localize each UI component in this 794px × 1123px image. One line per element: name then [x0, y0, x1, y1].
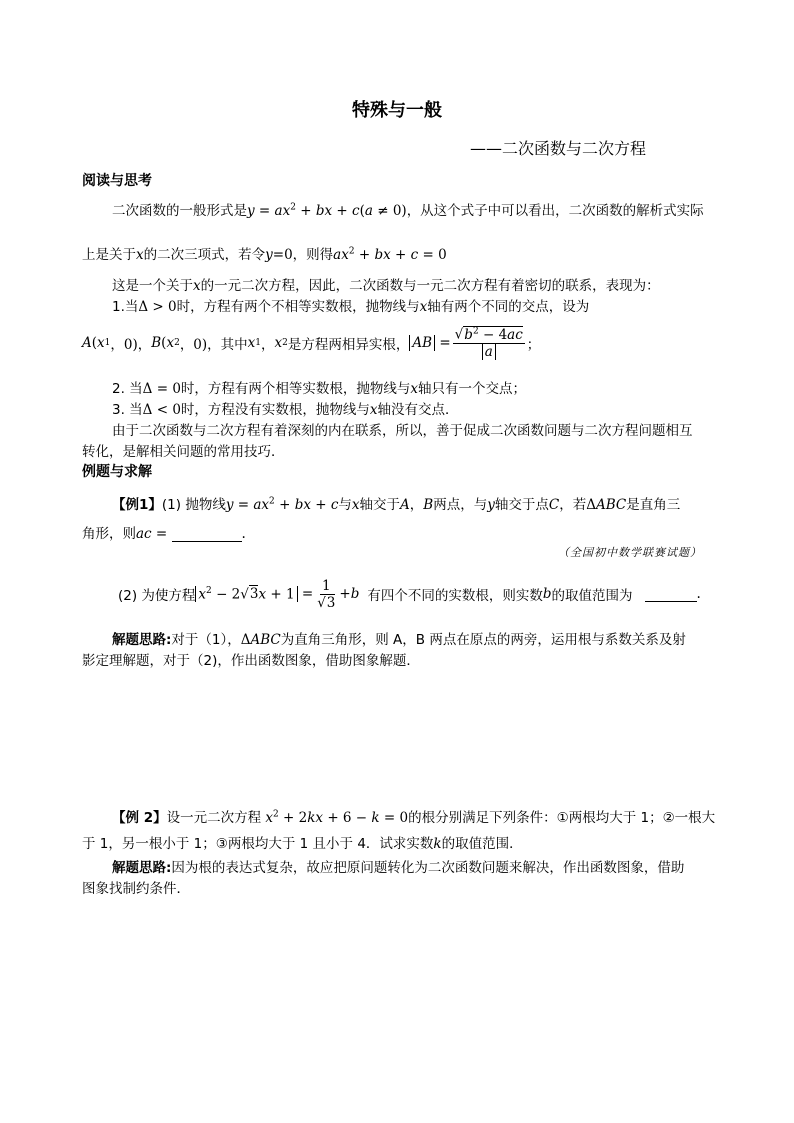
section-heading-reading: 阅读与思考 — [82, 173, 152, 189]
example-2-cont: 于 1，另一根小于 1；③两根均大于 1 且小于 4．试求实数k的取值范围． — [82, 836, 523, 852]
example-2-hint-cont: 图象找制约条件． — [82, 881, 190, 897]
item-delta-positive: 1.当Δ > 0时，方程有两个不相等实数根，抛物线与x轴有两个不同的交点，设为 — [112, 299, 590, 315]
answer-blank-2[interactable] — [645, 587, 697, 602]
item-delta-negative: 3. 当Δ < 0时，方程没有实数根，抛物线与x轴没有交点． — [112, 402, 459, 418]
example-1-hint-cont: 影定理解题，对于（2)，作出函数图象，借助图象解题． — [82, 653, 420, 669]
section-heading-examples: 例题与求解 — [82, 464, 152, 480]
paragraph-general-form: 二次函数的一般形式是$y = ax^2$ + bx + c(a ≠ 0)，从这个式子中可以看出，二次函数的解析式实际 — [112, 202, 704, 219]
paragraph-conclusion-cont: 转化，是解相关问题的常用技巧． — [82, 444, 285, 460]
page-title: 特殊与一般 — [352, 100, 442, 121]
example-1-part-2: (2) 为使方程 $x^2 - 2√3x + 1$ = $\frac{1}{√3}$ + b 有四个不同的实数根，则实数 b 的取值范围为 . — [118, 577, 701, 611]
paragraph-conclusion: 由于二次函数与二次方程有着深刻的内在联系，所以，善于促成二次函数问题与二次方程问题相互 — [112, 423, 693, 439]
item-delta-positive-formula: A ( x 1 ，0)， B ( x 2 ，0) ，其中 x 1 ， x 2 是方程两相异实根， AB = $\frac{√b^2 - 4ac}{a}$ ； — [82, 326, 541, 360]
paragraph-equation-link: 这是一个关于x的一元二次方程，因此，二次函数与一元二次方程有着密切的联系，表现为： — [112, 278, 660, 294]
item-delta-zero: 2. 当Δ = 0时，方程有两个相等实数根，抛物线与x轴只有一个交点； — [112, 381, 527, 397]
example-2: 【例 2】设一元二次方程 $x^2 + 2kx + 6 - k = 0$的根分别满足下列条件：①两根均大于 1；②一根大 — [112, 809, 716, 826]
example-1-part-1: 【例1】(1) 抛物线$y = ax^2$ + bx + c与x轴交于A，B两点，与y轴交于点C，若ΔABC是直角三 — [112, 496, 681, 513]
example-2-hint: 解题思路:因为根的表达式复杂，故应把原问题转化为二次函数问题来解决，作出函数图象，借助 — [112, 860, 685, 876]
example-1-part-1-cont: 角形，则ac = . — [82, 526, 246, 542]
paragraph-general-form-cont: 上是关于x的二次三项式，若令y=0，则得$ax^2$ + bx + c = 0 — [82, 246, 447, 263]
page-subtitle: ——二次函数与二次方程 — [470, 139, 647, 158]
example-1-source: （全国初中数学联赛试题） — [558, 546, 702, 559]
answer-blank-1[interactable] — [172, 541, 242, 542]
example-1-hint: 解题思路:对于（1），ΔABC为直角三角形，则 A，B 两点在原点的两旁，运用根与系数关系及射 — [112, 632, 686, 648]
